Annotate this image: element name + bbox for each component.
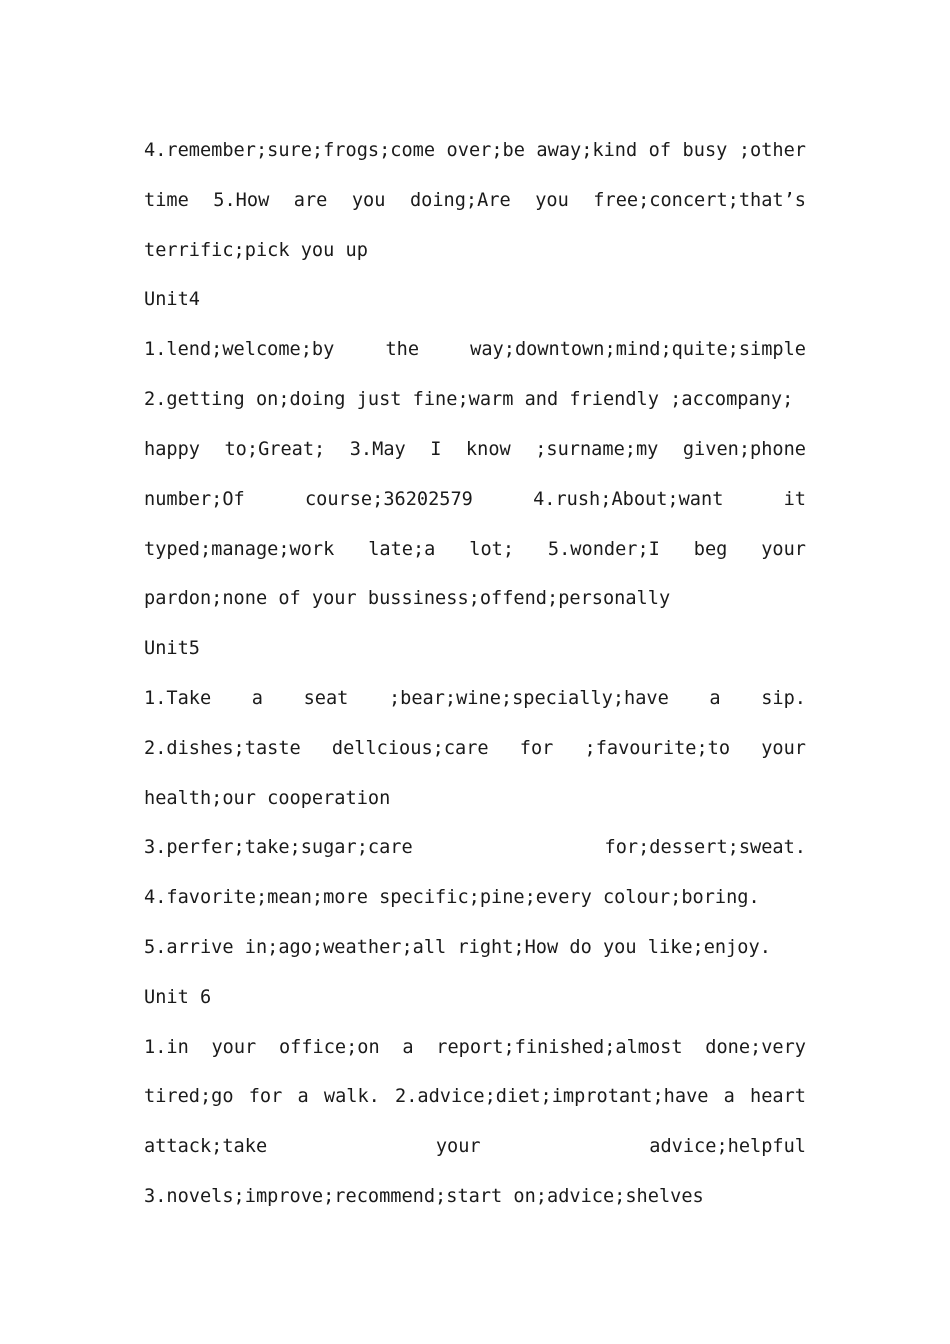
text-line: 4.favorite;mean;more specific;pine;every colour;boring.	[144, 887, 760, 908]
text-line: 3.perfer;take;sugar;care for;dessert;sweat.	[144, 837, 806, 858]
section-heading: Unit 6	[144, 987, 212, 1008]
text-line: 1.lend;welcome;by the way;downtown;mind;quite;simple	[144, 339, 806, 360]
text-line: tired;go for a walk. 2.advice;diet;improtant;have a heart	[144, 1086, 806, 1107]
text-line: typed;manage;work late;a lot; 5.wonder;I beg your	[144, 539, 806, 560]
text-line: health;our cooperation	[144, 788, 391, 809]
text-line: 2.dishes;taste dellcious;care for ;favourite;to your	[144, 738, 806, 759]
text-line: time 5.How are you doing;Are you free;concert;that’s	[144, 190, 806, 211]
text-line: 4.remember;sure;frogs;come over;be away;kind of busy ;other	[144, 140, 806, 161]
text-line: 1.Take a seat ;bear;wine;specially;have a sip.	[144, 688, 806, 709]
text-line: 3.novels;improve;recommend;start on;advice;shelves	[144, 1186, 704, 1207]
text-line: number;Of course;36202579 4.rush;About;want it	[144, 489, 806, 510]
text-line: 2.getting on;doing just fine;warm and friendly ;accompany;	[144, 389, 794, 410]
text-line: 5.arrive in;ago;weather;all right;How do you like;enjoy.	[144, 937, 771, 958]
text-line: terrific;pick you up	[144, 240, 368, 261]
section-heading: Unit5	[144, 638, 200, 659]
text-line: 1.in your office;on a report;finished;almost done;very	[144, 1037, 806, 1058]
text-line: happy to;Great; 3.May I know ;surname;my given;phone	[144, 439, 806, 460]
section-heading: Unit4	[144, 289, 200, 310]
text-line: attack;take your advice;helpful	[144, 1136, 806, 1157]
text-line: pardon;none of your bussiness;offend;personally	[144, 588, 671, 609]
